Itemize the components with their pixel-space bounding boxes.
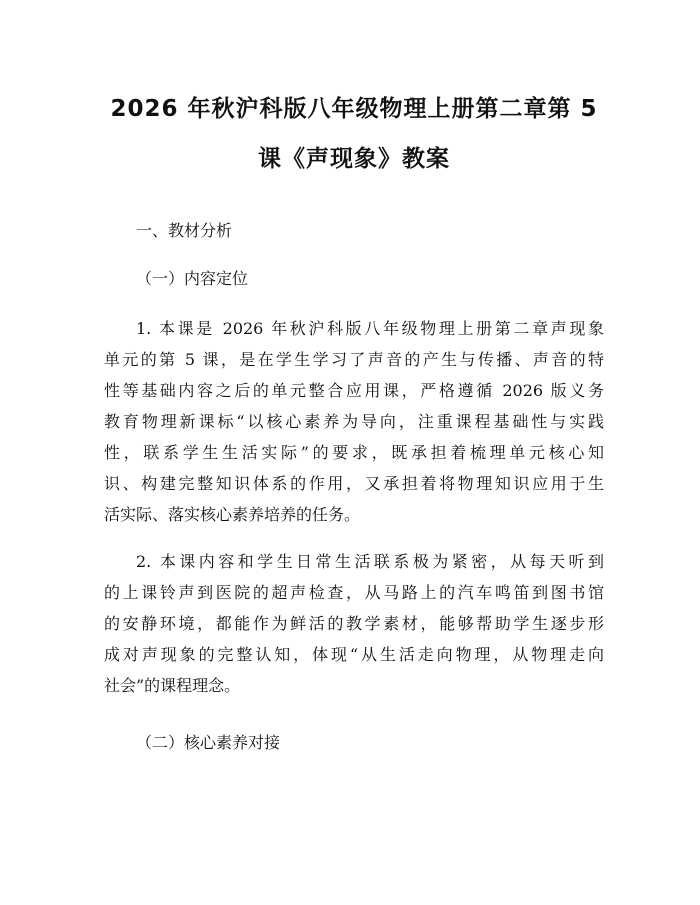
paragraph-line: 1. 本课是 2026 年秋沪科版八年级物理上册第二章声现象	[136, 319, 604, 338]
paragraph-line: 2. 本课内容和学生日常生活联系极为紧密，从每天听到	[136, 552, 604, 571]
title-line: 2026 年秋沪科版八年级物理上册第二章第 5	[110, 96, 598, 122]
paragraph-line: 的上课铃声到医院的超声检查，从马路上的汽车鸣笛到图书馆	[104, 583, 604, 602]
paragraph-line: 活实际、落实核心素养培养的任务。	[104, 505, 361, 524]
paragraph-line: 单元的第 5 课，是在学生学习了声音的产生与传播、声音的特	[104, 350, 604, 369]
section-heading-teaching-material-analysis: 一、教材分析	[136, 221, 233, 240]
subsection-heading-content-positioning: （一）内容定位	[136, 269, 249, 288]
title-line: 课《声现象》教案	[258, 146, 450, 172]
document-title	[104, 0, 604, 184]
paragraph-line: 性等基础内容之后的单元整合应用课，严格遵循 2026 版义务	[104, 381, 604, 400]
subsection-heading-core-literacy: （二）核心素养对接	[136, 733, 281, 752]
paragraph-1	[104, 313, 604, 530]
paragraph-line: 成对声现象的完整认知，体现“从生活走向物理，从物理走向	[104, 645, 604, 664]
paragraph-line: 性，联系学生生活实际”的要求，既承担着梳理单元核心知	[104, 443, 604, 462]
paragraph-line: 社会”的课程理念。	[104, 676, 241, 695]
paragraph-2	[104, 546, 604, 701]
paragraph-line: 教育物理新课标“以核心素养为导向，注重课程基础性与实践	[104, 412, 604, 431]
paragraph-line: 的安静环境，都能作为鲜活的教学素材，能够帮助学生逐步形	[104, 614, 604, 633]
paragraph-line: 识、构建完整知识体系的作用，又承担着将物理知识应用于生	[104, 474, 604, 493]
